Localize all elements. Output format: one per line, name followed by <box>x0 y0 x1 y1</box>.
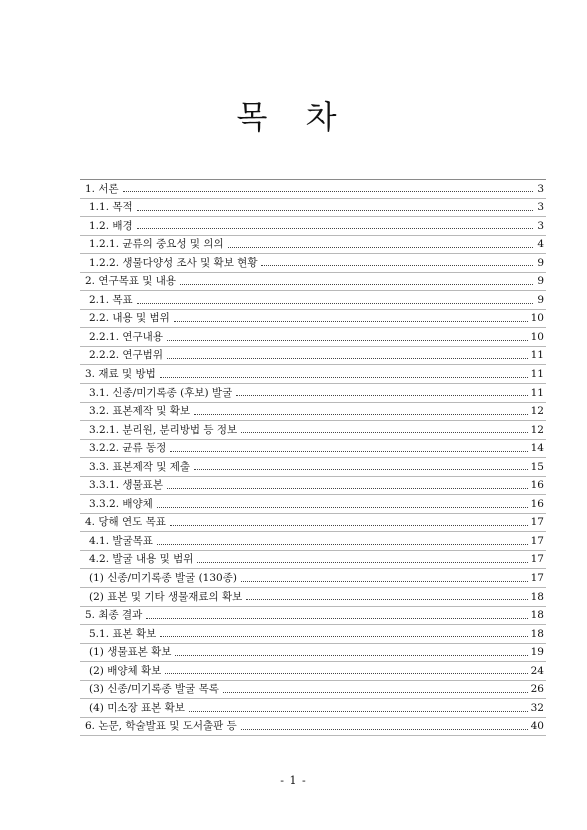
dot-leader <box>167 339 528 341</box>
toc-entry[interactable] <box>80 699 546 718</box>
toc-entry-label: (1) 생물표본 확보 <box>89 646 172 659</box>
toc-entry[interactable] <box>80 644 546 663</box>
toc-entry-label: (3) 신종/미기록종 발굴 목록 <box>89 683 219 696</box>
toc-entry-page: 32 <box>530 701 544 714</box>
toc-entry-page: 26 <box>530 683 544 696</box>
dot-leader <box>137 227 533 229</box>
toc-entry[interactable] <box>80 254 546 273</box>
toc-entry-label: 1. 서론 <box>85 182 119 195</box>
toc-entry-page: 12 <box>530 405 544 418</box>
dot-leader <box>197 561 527 563</box>
toc-entry-page: 24 <box>530 664 544 677</box>
toc-entry[interactable] <box>80 365 546 384</box>
toc-entry[interactable] <box>80 440 546 459</box>
dot-leader <box>137 302 533 304</box>
toc-entry-label: 2. 연구목표 및 내용 <box>85 275 177 288</box>
toc-entry-page: 3 <box>537 219 544 232</box>
toc-entry-label: (4) 미소장 표본 확보 <box>89 701 185 714</box>
toc-entry-page: 10 <box>530 312 544 325</box>
table-of-contents <box>80 179 546 736</box>
toc-entry-page: 3 <box>537 201 544 214</box>
dot-leader <box>160 376 528 378</box>
toc-entry-page: 9 <box>537 293 544 306</box>
toc-entry[interactable] <box>80 421 546 440</box>
toc-entry-page: 16 <box>530 497 544 510</box>
toc-entry-page: 18 <box>530 627 544 640</box>
toc-entry-page: 40 <box>530 720 544 733</box>
dot-leader <box>236 394 527 396</box>
toc-entry[interactable] <box>80 662 546 681</box>
toc-entry-page: 12 <box>530 423 544 436</box>
toc-entry[interactable] <box>80 569 546 588</box>
toc-entry[interactable] <box>80 217 546 236</box>
toc-entry-page: 9 <box>537 256 544 269</box>
dot-leader <box>123 190 533 192</box>
dot-leader <box>175 654 527 656</box>
dot-leader <box>146 617 527 619</box>
toc-entry-page: 17 <box>530 553 544 566</box>
toc-entry-label: 1.2.1. 균류의 중요성 및 의의 <box>89 238 224 251</box>
toc-entry-label: 3. 재료 및 방법 <box>85 367 156 380</box>
toc-entry-page: 9 <box>537 275 544 288</box>
toc-entry-page: 15 <box>530 460 544 473</box>
toc-entry[interactable] <box>80 551 546 570</box>
toc-entry[interactable] <box>80 403 546 422</box>
dot-leader <box>167 357 528 359</box>
toc-entry-label: 3.1. 신종/미기록종 (후보) 발굴 <box>89 386 233 399</box>
toc-entry-page: 16 <box>530 479 544 492</box>
toc-entry-label: 3.3. 표본제작 및 제출 <box>89 460 191 473</box>
toc-entry-label: 4.1. 발굴목표 <box>89 534 153 547</box>
dot-leader <box>167 487 528 489</box>
toc-entry[interactable] <box>80 718 546 737</box>
dot-leader <box>241 580 528 582</box>
dot-leader <box>189 710 528 712</box>
toc-entry[interactable] <box>80 384 546 403</box>
toc-entry-page: 10 <box>530 330 544 343</box>
toc-entry-page: 11 <box>530 386 544 399</box>
toc-entry-label: 2.2.2. 연구범위 <box>89 349 163 362</box>
toc-entry-label: 2.1. 목표 <box>89 293 133 306</box>
dot-leader <box>165 672 527 674</box>
toc-entry[interactable] <box>80 199 546 218</box>
toc-entry-page: 17 <box>530 572 544 584</box>
dot-leader <box>241 728 528 730</box>
dot-leader <box>160 635 527 637</box>
toc-entry[interactable] <box>80 625 546 644</box>
dot-leader <box>180 283 533 285</box>
page-title: 목 차 <box>236 98 351 136</box>
toc-entry[interactable] <box>80 495 546 514</box>
dot-leader <box>157 543 528 545</box>
toc-entry-label: 1.2. 배경 <box>89 219 133 232</box>
toc-entry[interactable] <box>80 514 546 533</box>
dot-leader <box>170 524 528 526</box>
toc-entry[interactable] <box>80 477 546 496</box>
toc-entry-label: 4. 당해 연도 목표 <box>85 516 166 529</box>
toc-entry[interactable] <box>80 236 546 255</box>
toc-entry-page: 14 <box>530 442 544 455</box>
toc-entry-label: (2) 배양체 확보 <box>89 664 162 677</box>
toc-entry[interactable] <box>80 291 546 310</box>
toc-entry-label: (2) 표본 및 기타 생물재료의 확보 <box>89 590 243 603</box>
toc-entry[interactable] <box>80 347 546 366</box>
dot-leader <box>228 246 533 248</box>
toc-entry-page: 18 <box>530 590 544 603</box>
toc-entry-page: 17 <box>530 516 544 529</box>
toc-entry-page: 11 <box>530 367 544 380</box>
toc-entry-page: 18 <box>530 609 544 622</box>
toc-entry-label: 4.2. 발굴 내용 및 범위 <box>89 553 194 566</box>
dot-leader <box>194 468 528 470</box>
toc-entry-page: 11 <box>530 349 544 362</box>
toc-entry-label: 1.2.2. 생물다양성 조사 및 확보 현황 <box>89 256 258 269</box>
dot-leader <box>194 413 528 415</box>
toc-entry[interactable] <box>80 273 546 292</box>
toc-entry-page: 17 <box>530 534 544 547</box>
toc-entry[interactable] <box>80 328 546 347</box>
toc-entry-label: 3.3.1. 생물표본 <box>89 479 163 492</box>
toc-entry-label: 5. 최종 결과 <box>85 609 143 622</box>
toc-entry-page: 3 <box>537 182 544 195</box>
toc-entry-label: 2.2.1. 연구내용 <box>89 330 163 343</box>
toc-entry-label: 5.1. 표본 확보 <box>89 627 157 640</box>
dot-leader <box>223 691 528 693</box>
toc-entry-label: 1.1. 목적 <box>89 201 133 214</box>
toc-entry-page: 19 <box>530 646 544 659</box>
toc-entry-page: 4 <box>537 238 544 251</box>
dot-leader <box>174 320 528 322</box>
toc-entry[interactable] <box>80 607 546 626</box>
toc-entry[interactable] <box>80 458 546 477</box>
dot-leader <box>261 264 533 266</box>
toc-entry-label: 3.2. 표본제작 및 확보 <box>89 405 191 418</box>
toc-entry[interactable] <box>80 681 546 700</box>
toc-entry-label: 3.2.2. 균류 동정 <box>89 442 167 455</box>
toc-entry-label: 3.3.2. 배양체 <box>89 497 153 510</box>
toc-entry[interactable] <box>80 588 546 607</box>
toc-entry[interactable] <box>80 310 546 329</box>
dot-leader <box>170 450 527 452</box>
toc-entry-label: 2.2. 내용 및 범위 <box>89 312 170 325</box>
toc-entry[interactable] <box>80 180 546 199</box>
toc-entry-label: 3.2.1. 분리원, 분리방법 등 정보 <box>89 423 238 436</box>
toc-entry-label: 6. 논문, 학술발표 및 도서출판 등 <box>85 720 237 733</box>
dot-leader <box>246 598 527 600</box>
toc-entry-label: (1) 신종/미기록종 발굴 (130종) <box>89 572 237 584</box>
page-number: - 1 - <box>280 774 307 787</box>
toc-entry[interactable] <box>80 532 546 551</box>
dot-leader <box>241 431 527 433</box>
dot-leader <box>157 506 528 508</box>
dot-leader <box>137 209 533 211</box>
